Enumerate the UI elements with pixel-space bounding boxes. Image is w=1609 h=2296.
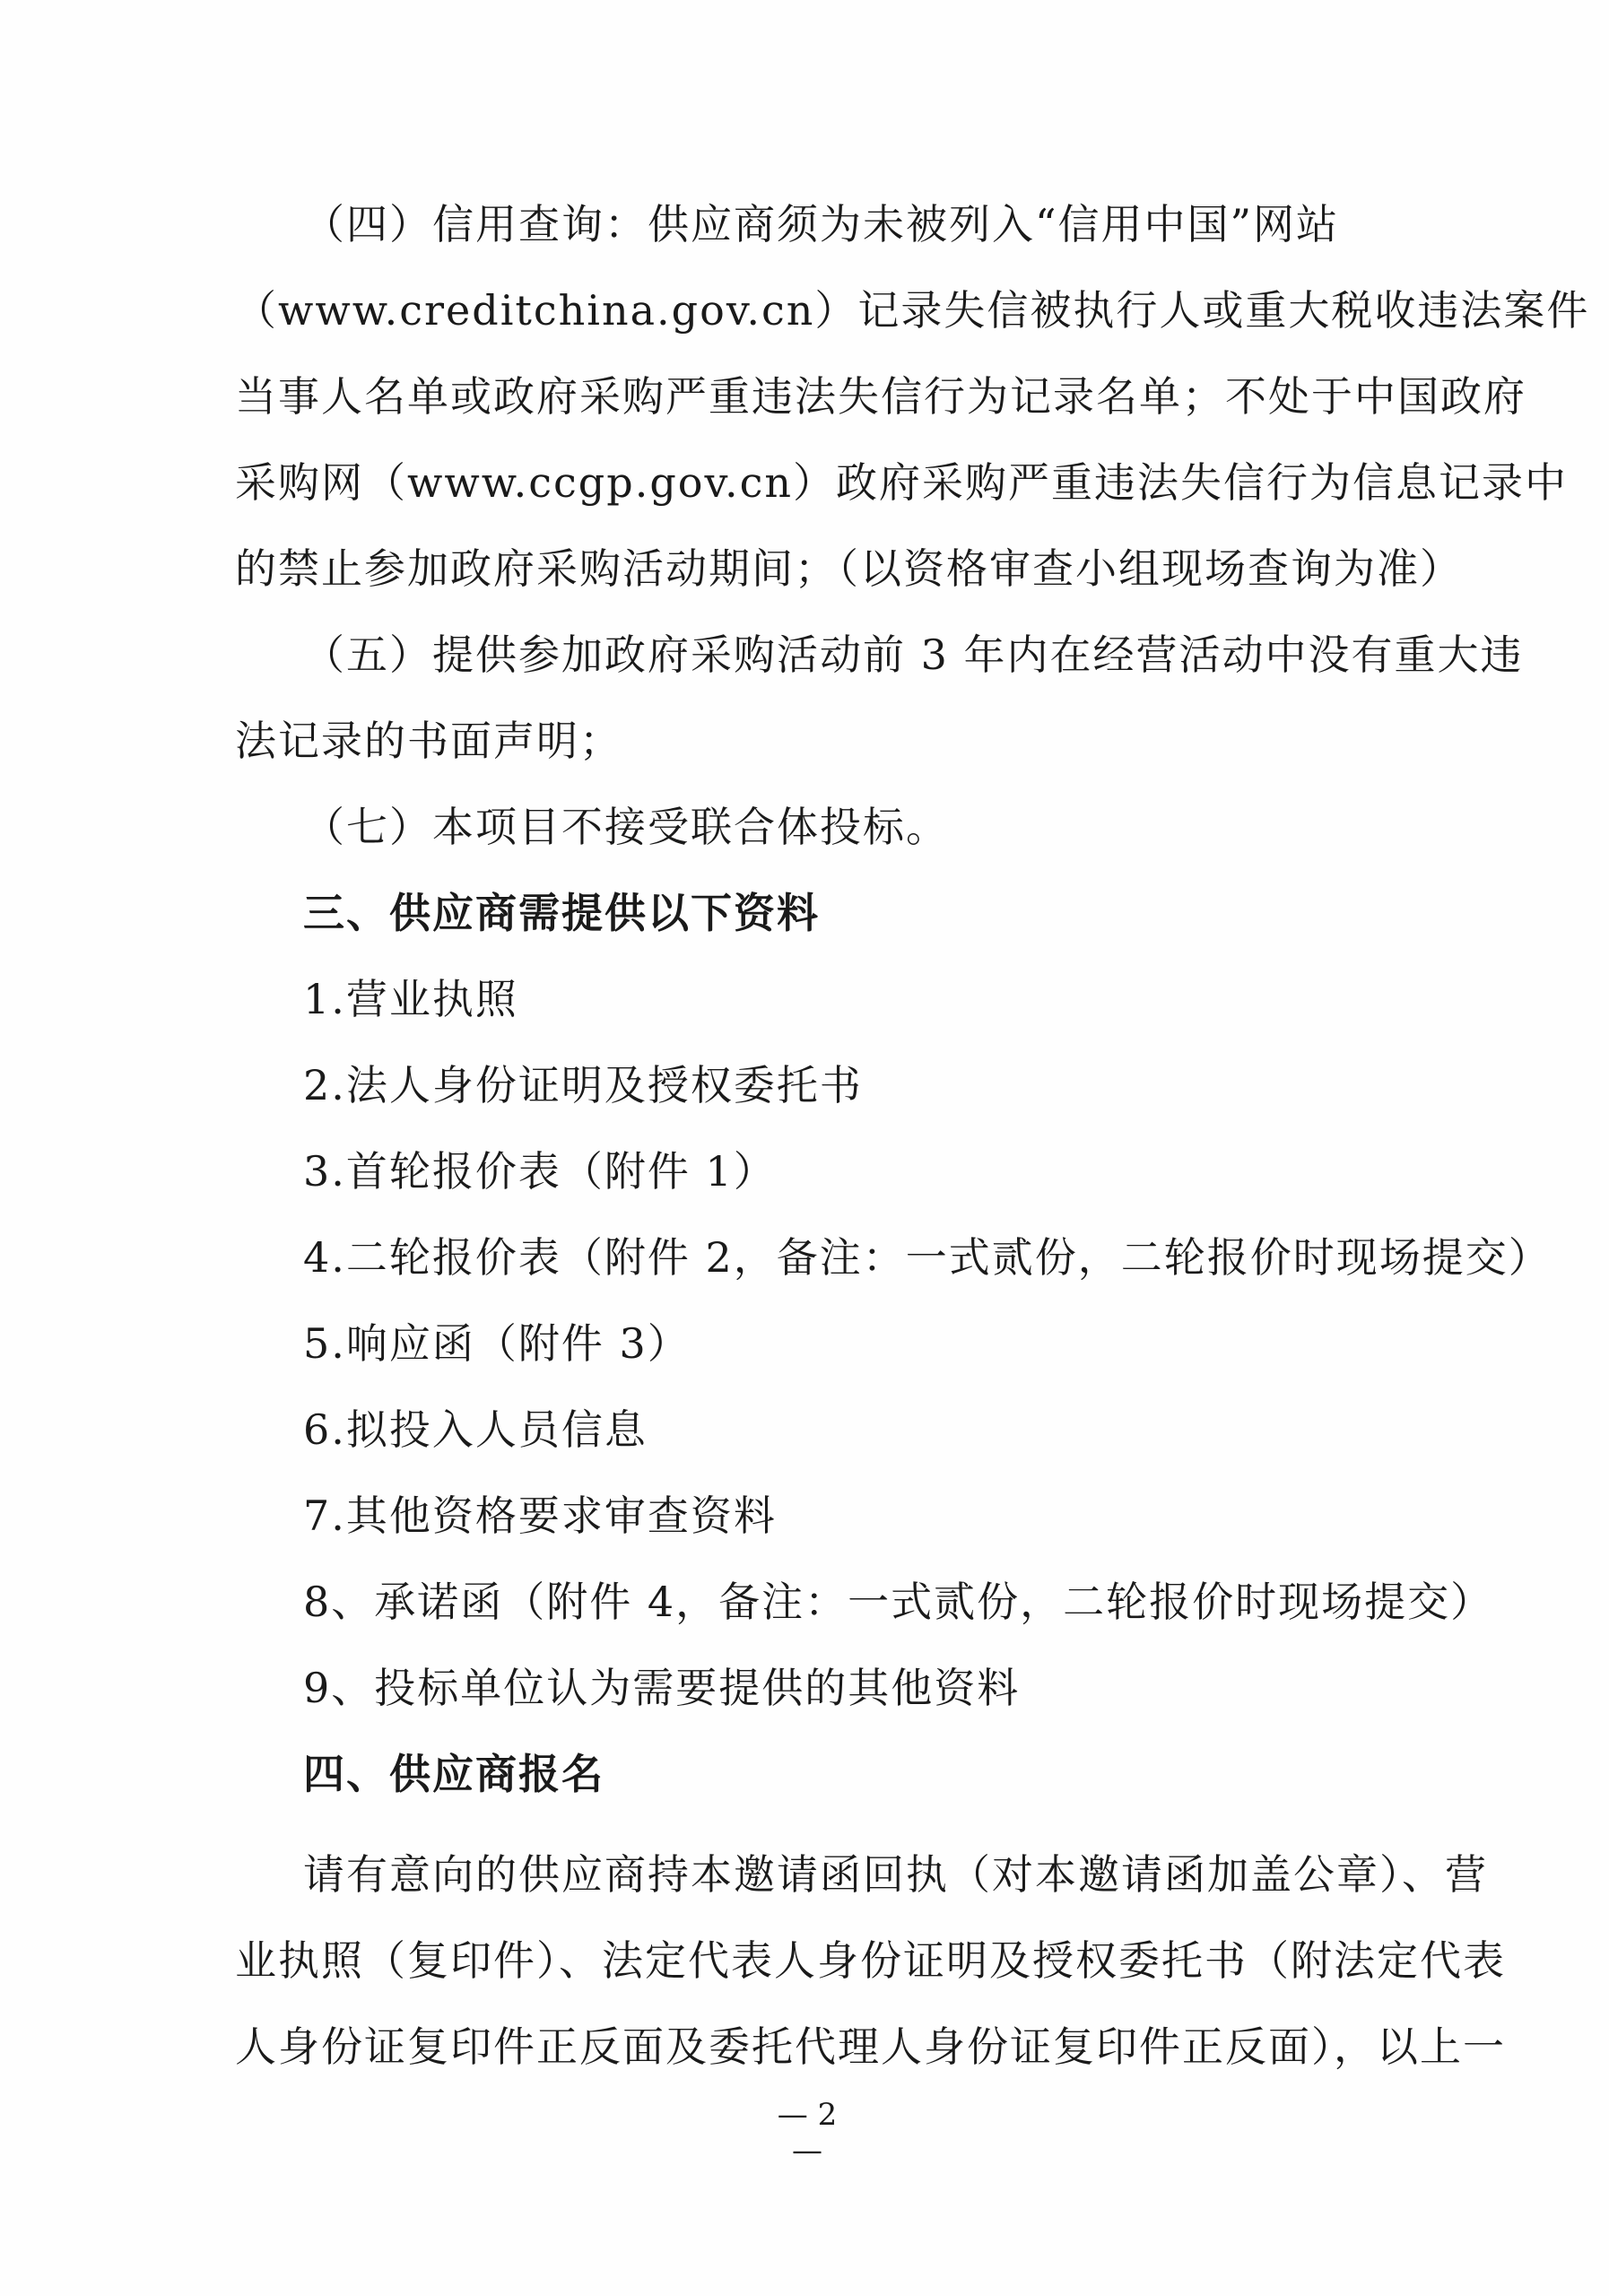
paragraph-credit-inquiry-line-2: （www.creditchina.gov.cn）记录失信被执行人或重大税收违法案件 xyxy=(235,286,1590,335)
list-item-other-materials: 9、投标单位认为需要提供的其他资料 xyxy=(303,1664,1021,1712)
section-heading-required-materials: 三、供应商需提供以下资料 xyxy=(303,889,820,937)
paragraph-credit-inquiry-line-4: 采购网（www.ccgp.gov.cn）政府采购严重违法失信行为信息记录中 xyxy=(235,458,1569,507)
list-item-business-license: 1.营业执照 xyxy=(303,975,518,1023)
paragraph-registration-line-3: 人身份证复印件正反面及委托代理人身份证复印件正反面），以上一 xyxy=(235,2022,1506,2071)
list-item-other-qualification: 7.其他资格要求审查资料 xyxy=(303,1492,777,1540)
paragraph-no-violation-line-1: （五）提供参加政府采购活动前 3 年内在经营活动中没有重大违 xyxy=(303,631,1524,679)
paragraph-registration-line-1: 请有意向的供应商持本邀请函回执（对本邀请函加盖公章）、营 xyxy=(303,1850,1488,1899)
list-item-personnel-info: 6.拟投入人员信息 xyxy=(303,1405,648,1454)
section-heading-registration: 四、供应商报名 xyxy=(303,1750,604,1798)
list-item-first-quotation: 3.首轮报价表（附件 1） xyxy=(303,1147,777,1196)
paragraph-no-consortium: （七）本项目不接受联合体投标。 xyxy=(303,803,949,851)
paragraph-registration-line-2: 业执照（复印件）、法定代表人身份证明及授权委托书（附法定代表 xyxy=(235,1936,1506,1985)
page-number: — 2 — xyxy=(777,2097,838,2169)
list-item-legal-person-id: 2.法人身份证明及授权委托书 xyxy=(303,1061,863,1109)
list-item-second-quotation: 4.二轮报价表（附件 2，备注：一式贰份，二轮报价时现场提交） xyxy=(303,1233,1552,1282)
paragraph-credit-inquiry-line-1: （四）信用查询：供应商须为未被列入“信用中国”网站 xyxy=(303,200,1340,248)
paragraph-credit-inquiry-line-3: 当事人名单或政府采购严重违法失信行为记录名单；不处于中国政府 xyxy=(235,372,1526,421)
list-item-response-letter: 5.响应函（附件 3） xyxy=(303,1319,691,1368)
paragraph-no-violation-line-2: 法记录的书面声明； xyxy=(235,717,622,765)
paragraph-credit-inquiry-line-5: 的禁止参加政府采购活动期间；（以资格审查小组现场查询为准） xyxy=(235,544,1463,593)
list-item-commitment-letter: 8、承诺函（附件 4，备注：一式贰份，二轮报价时现场提交） xyxy=(303,1578,1494,1626)
